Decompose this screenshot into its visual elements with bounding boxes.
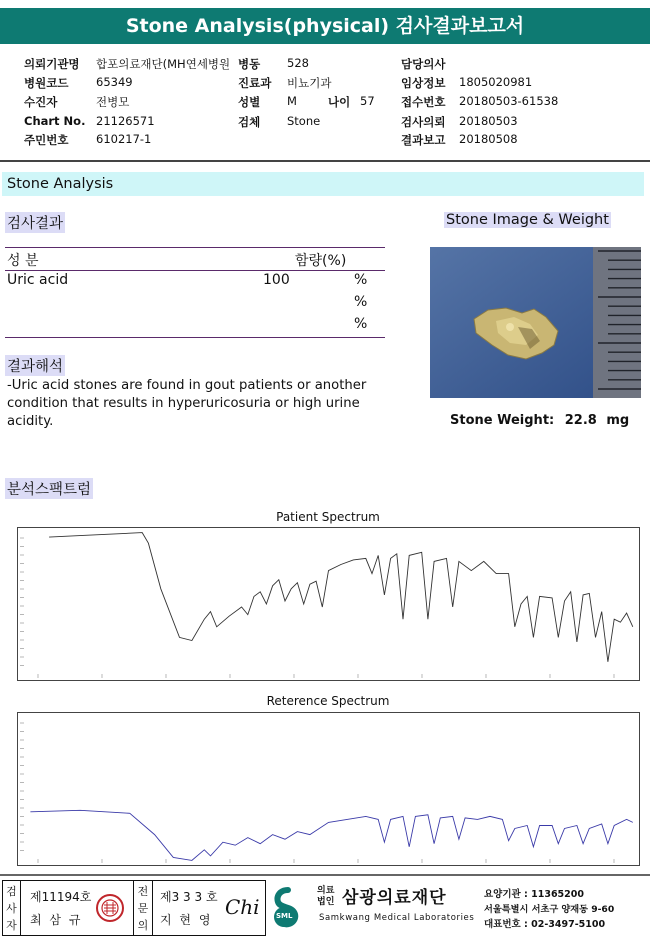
info-value: 전병모 — [96, 95, 130, 109]
doctor-no: 제3 3 3 호 — [160, 890, 218, 904]
logo-text: SML — [276, 912, 293, 920]
info-label: 접수번호 — [401, 95, 446, 109]
examiner-name: 최 삼 규 — [30, 913, 83, 927]
info-label: 수진자 — [24, 95, 58, 109]
phone: 대표번호 : 02-3497-5100 — [484, 919, 606, 930]
table-row — [0, 294, 390, 314]
results-heading: 검사결과 — [5, 212, 65, 233]
col-content-header: 함량(%) — [295, 253, 347, 269]
doctor-signature: Chi — [225, 895, 260, 919]
reference-spectrum-plot — [17, 712, 640, 866]
weight-value: 22.8 — [564, 413, 597, 428]
patient-spectrum-plot — [17, 527, 640, 681]
info-value: 합포의료재단(MH연세병원 — [96, 57, 231, 71]
info-label: 병동 — [238, 57, 261, 71]
patient-info — [0, 52, 650, 152]
value-cell: 100 — [263, 272, 290, 288]
unit-cell: % — [354, 294, 368, 310]
signature-box — [2, 880, 266, 936]
info-value: 20180503-61538 — [459, 94, 559, 108]
info-value: M — [287, 94, 297, 108]
component-cell: Uric acid — [7, 272, 69, 288]
info-value: 비뇨기과 — [287, 76, 332, 90]
info-value: Stone — [287, 114, 321, 128]
weight-unit: mg — [606, 413, 630, 428]
interpretation-heading: 결과해석 — [5, 355, 65, 376]
age-value: 57 — [360, 94, 375, 108]
weight-label: Stone Weight: — [450, 413, 555, 428]
unit-cell: % — [354, 316, 368, 332]
doctor-label: 전문의 — [133, 881, 153, 935]
info-label: 임상정보 — [401, 76, 446, 90]
section-title: Stone Analysis — [2, 172, 644, 196]
seal-stamp-icon — [95, 893, 125, 923]
info-label: Chart No. — [24, 114, 86, 128]
info-label: 결과보고 — [401, 133, 446, 147]
address: 서울특별시 서초구 양재동 9-60 — [484, 904, 615, 915]
patient-spectrum-title: Patient Spectrum — [276, 510, 380, 524]
stone-weight — [450, 413, 629, 428]
doctor-name: 지 현 영 — [160, 913, 213, 927]
examiner-label: 검사자 — [3, 881, 21, 935]
info-label: 담당의사 — [401, 57, 446, 71]
info-label: 의뢰기관명 — [24, 57, 80, 71]
header-divider — [0, 160, 650, 162]
table-header-rule — [5, 270, 385, 271]
institution-code: 요양기관 : 11365200 — [484, 889, 585, 900]
col-component-header: 성 분 — [7, 253, 39, 269]
info-label: 주민번호 — [24, 133, 69, 147]
table-top-rule — [5, 247, 385, 248]
info-label: 검사의뢰 — [401, 115, 446, 129]
info-label: 진료과 — [238, 76, 272, 90]
interpretation-text: -Uric acid stones are found in gout patients or another condition that results in hyperuricosuria or high urine acidity. — [7, 378, 367, 429]
info-value: 20180508 — [459, 132, 518, 146]
org-name: 삼광의료재단 — [342, 888, 447, 908]
table-row — [0, 316, 390, 336]
table-row — [0, 272, 390, 292]
info-label: 성별 — [238, 95, 261, 109]
footer-divider — [0, 874, 650, 876]
sml-logo-icon — [270, 884, 310, 932]
info-value: 528 — [287, 56, 309, 70]
spectrum-heading: 분석스팩트럼 — [5, 478, 93, 499]
info-value: 610217-1 — [96, 132, 152, 146]
info-label: 병원코드 — [24, 76, 69, 90]
org-small: 의료법인 — [317, 886, 335, 907]
report-title: Stone Analysis(physical) 검사결과보고서 — [0, 8, 650, 44]
info-label: 검체 — [238, 115, 261, 129]
info-value: 20180503 — [459, 114, 518, 128]
examiner-no: 제11194호 — [30, 890, 92, 904]
table-bottom-rule — [5, 337, 385, 338]
org-logo — [270, 884, 310, 932]
info-value: 1805020981 — [459, 75, 533, 89]
stone-image-heading: Stone Image & Weight — [446, 212, 609, 228]
age-label: 나이 — [328, 95, 351, 109]
info-value: 21126571 — [96, 114, 155, 128]
info-value: 65349 — [96, 75, 133, 89]
unit-cell: % — [354, 272, 368, 288]
org-en: Samkwang Medical Laboratories — [319, 913, 475, 923]
reference-spectrum-title: Reterence Spectrum — [266, 694, 390, 708]
stone-photo — [430, 247, 641, 398]
